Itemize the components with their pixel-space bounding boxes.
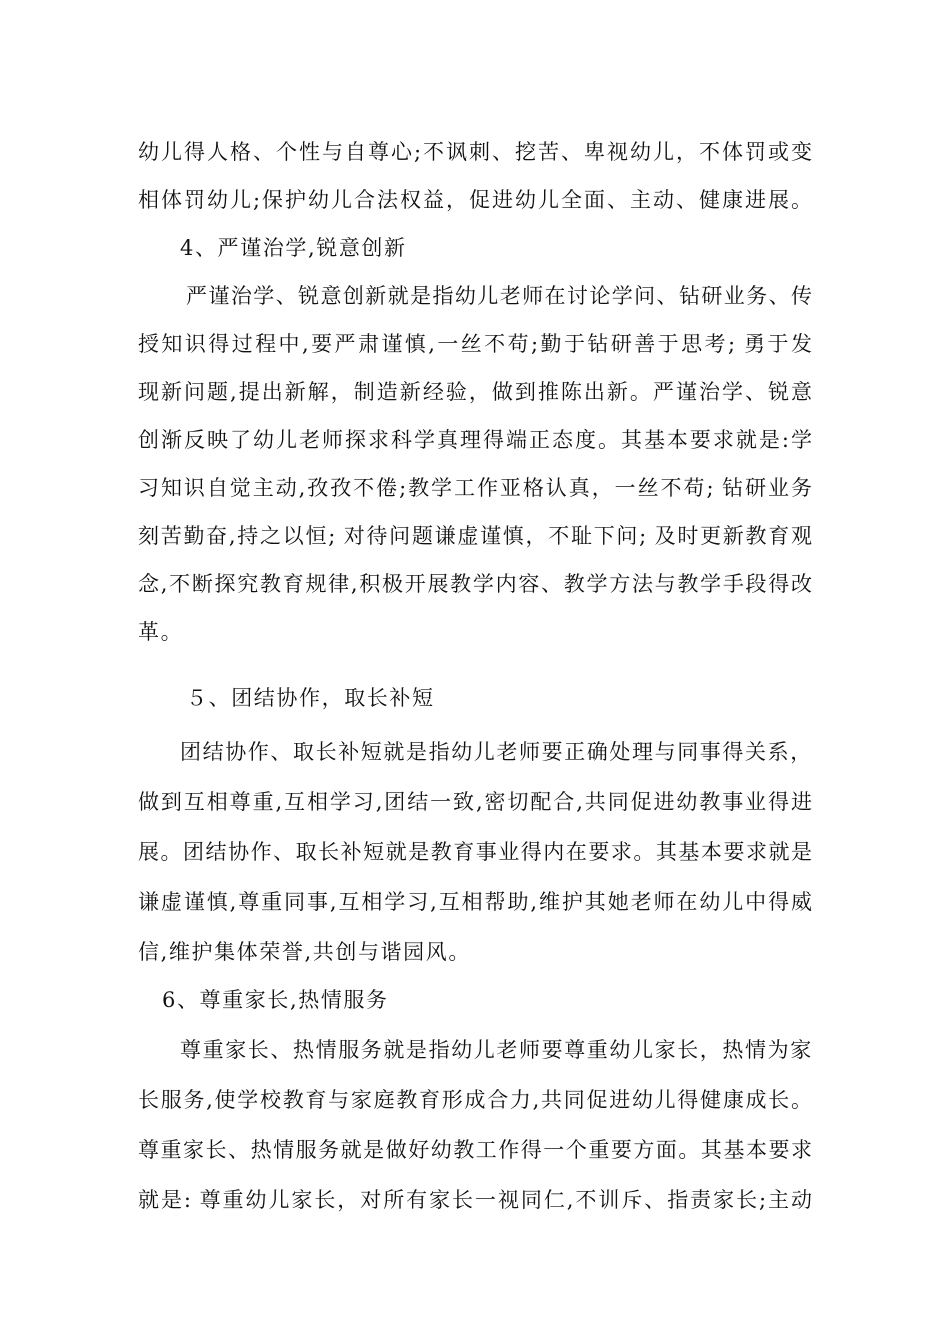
body-text-line: 念,不断探究教育规律,积极开展教学内容、教学方法与教学手段得改 [138,572,812,596]
body-text-line: 信,维护集体荣誉,共创与谐园风。 [138,940,471,964]
body-text-line: 做到互相尊重,互相学习,团结一致,密切配合,共同促进幼教事业得进 [138,790,812,814]
body-text-line: 展。团结协作、取长补短就是教育事业得内在要求。其基本要求就是 [138,840,812,864]
body-text-line: 团结协作、取长补短就是指幼儿老师要正确处理与同事得关系， [180,740,813,764]
body-text-line: 严谨治学、锐意创新就是指幼儿老师在讨论学问、钻研业务、传 [186,284,812,308]
body-text-line: 尊重家长、热情服务就是做好幼教工作得一个重要方面。其基本要求 [138,1138,812,1162]
body-text-line: 习知识自觉主动,孜孜不倦;教学工作亚格认真，一丝不苟; 钻研业务 [138,476,812,500]
body-text-line: 革。 [138,620,184,644]
body-text-line: 相体罚幼儿;保护幼儿合法权益，促进幼儿全面、主动、健康进展。 [138,188,812,212]
section-heading: 6、尊重家长,热情服务 [162,988,389,1012]
section-heading: ５、团结协作，取长补短 [186,686,435,710]
body-text-line: 幼儿得人格、个性与自尊心;不讽刺、挖苦、卑视幼儿，不体罚或变 [138,140,812,164]
body-text-line: 尊重家长、热情服务就是指幼儿老师要尊重幼儿家长，热情为家 [180,1038,813,1062]
body-text-line: 刻苦勤奋,持之以恒; 对待问题谦虚谨慎，不耻下问; 及时更新教育观 [138,524,812,548]
body-text-line: 长服务,使学校教育与家庭教育形成合力,共同促进幼儿得健康成长。 [138,1088,812,1112]
body-text-line: 授知识得过程中,要严肃谨慎,一丝不苟;勤于钻研善于思考; 勇于发 [138,332,812,356]
body-text-line: 创渐反映了幼儿老师探求科学真理得端正态度。其基本要求就是:学 [138,428,812,452]
section-heading: 4、严谨治学,锐意创新 [180,236,407,260]
body-text-line: 谦虚谨慎,尊重同事,互相学习,互相帮助,维护其她老师在幼儿中得威 [138,890,812,914]
body-text-line: 现新问题,提出新解，制造新经验，做到推陈出新。严谨治学、锐意 [138,380,812,404]
body-text-line: 就是: 尊重幼儿家长，对所有家长一视同仁,不训斥、指责家长;主动 [138,1188,812,1212]
